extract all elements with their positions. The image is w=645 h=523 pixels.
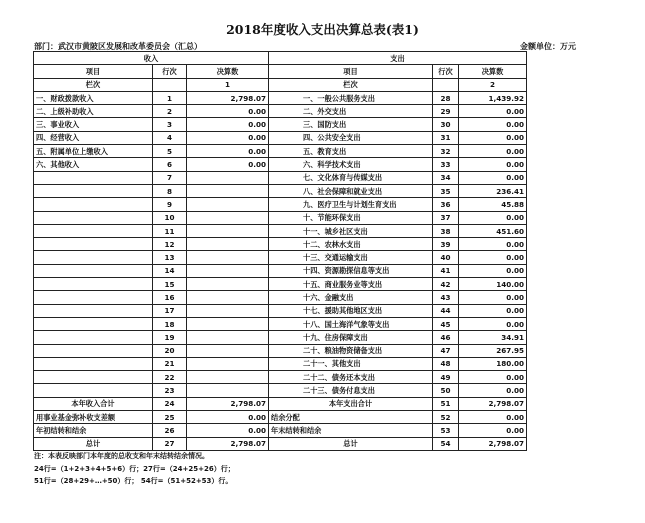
income-value-cell xyxy=(187,184,269,197)
income-total-value: 2,798.07 xyxy=(187,397,269,410)
expense-rowno-cell: 43 xyxy=(433,291,459,304)
income-item-header: 项目 xyxy=(34,65,153,78)
income-rowno-cell: 3 xyxy=(153,118,187,131)
expense-item-cell: 五、教育支出 xyxy=(269,145,433,158)
table-row xyxy=(34,224,527,237)
income-value-cell: 0.00 xyxy=(187,145,269,158)
table-row xyxy=(34,317,527,330)
expense-total-value: 2,798.07 xyxy=(459,397,527,410)
income-item-cell xyxy=(34,211,153,224)
income-rowno-cell: 6 xyxy=(153,158,187,171)
expense-item-cell: 二十二、债务还本支出 xyxy=(269,371,433,384)
row53-rowno: 53 xyxy=(433,424,459,437)
expense-rowno-cell: 42 xyxy=(433,278,459,291)
expense-rowno-cell: 49 xyxy=(433,371,459,384)
income-total-rowno: 24 xyxy=(153,397,187,410)
expense-rowno-cell: 47 xyxy=(433,344,459,357)
income-value-cell: 0.00 xyxy=(187,118,269,131)
carryover-row xyxy=(34,424,527,437)
expense-value-cell: 1,439.92 xyxy=(459,91,527,104)
income-rowno-cell: 2 xyxy=(153,105,187,118)
expense-value-cell: 0.00 xyxy=(459,317,527,330)
income-rowno-cell: 9 xyxy=(153,198,187,211)
income-item-cell xyxy=(34,371,153,384)
income-value-cell xyxy=(187,357,269,370)
table-row xyxy=(34,184,527,197)
expense-rowno-cell: 36 xyxy=(433,198,459,211)
expense-item-cell: 十九、住房保障支出 xyxy=(269,331,433,344)
expense-rowno-cell: 33 xyxy=(433,158,459,171)
income-item-cell xyxy=(34,304,153,317)
expense-value-cell: 0.00 xyxy=(459,291,527,304)
expense-rowno-cell: 45 xyxy=(433,317,459,330)
expense-item-cell: 一、一般公共服务支出 xyxy=(269,91,433,104)
income-item-cell: 三、事业收入 xyxy=(34,118,153,131)
expense-value-cell: 0.00 xyxy=(459,251,527,264)
expense-rowno-cell: 30 xyxy=(433,118,459,131)
income-rowno-cell: 14 xyxy=(153,264,187,277)
expense-rowno-cell: 50 xyxy=(433,384,459,397)
income-value-cell xyxy=(187,211,269,224)
expense-item-cell: 十、节能环保支出 xyxy=(269,211,433,224)
expense-rowno-cell: 31 xyxy=(433,131,459,144)
income-rowno-cell: 10 xyxy=(153,211,187,224)
income-item-cell xyxy=(34,317,153,330)
footnotes xyxy=(34,450,235,488)
income-rowno-cell: 11 xyxy=(153,224,187,237)
income-rowno-cell: 15 xyxy=(153,278,187,291)
income-value-cell: 0.00 xyxy=(187,158,269,171)
income-rowno-cell: 17 xyxy=(153,304,187,317)
income-item-cell xyxy=(34,357,153,370)
expense-rowno-cell: 44 xyxy=(433,304,459,317)
income-rowno-header: 行次 xyxy=(153,65,187,78)
income-rowno-cell: 18 xyxy=(153,317,187,330)
grand-total-expense-value: 2,798.07 xyxy=(459,437,527,450)
income-lanci-label: 栏次 xyxy=(34,78,153,91)
row25-value: 0.00 xyxy=(187,411,269,424)
income-item-cell xyxy=(34,238,153,251)
expense-value-cell: 0.00 xyxy=(459,171,527,184)
income-value-cell: 2,798.07 xyxy=(187,91,269,104)
income-value-cell xyxy=(187,304,269,317)
expense-rowno-cell: 28 xyxy=(433,91,459,104)
row52-rowno: 52 xyxy=(433,411,459,424)
expense-value-cell: 0.00 xyxy=(459,264,527,277)
expense-rowno-cell: 32 xyxy=(433,145,459,158)
income-rowno-cell: 16 xyxy=(153,291,187,304)
expense-item-cell: 十八、国土海洋气象等支出 xyxy=(269,317,433,330)
table-row xyxy=(34,344,527,357)
income-item-cell xyxy=(34,198,153,211)
expense-rowno-cell: 35 xyxy=(433,184,459,197)
income-rowno-cell: 7 xyxy=(153,171,187,184)
table-row xyxy=(34,131,527,144)
expense-rowno-cell: 34 xyxy=(433,171,459,184)
expense-value-cell: 0.00 xyxy=(459,131,527,144)
table-row xyxy=(34,118,527,131)
income-rowno-cell: 8 xyxy=(153,184,187,197)
row26-rowno: 26 xyxy=(153,424,187,437)
table-row xyxy=(34,357,527,370)
table-row xyxy=(34,145,527,158)
table-row xyxy=(34,171,527,184)
expense-item-cell: 八、社会保障和就业支出 xyxy=(269,184,433,197)
income-rowno-cell: 1 xyxy=(153,91,187,104)
expense-value-cell: 180.00 xyxy=(459,357,527,370)
income-lanci-blank xyxy=(153,78,187,91)
table-row xyxy=(34,251,527,264)
expense-value-cell: 236.41 xyxy=(459,184,527,197)
income-rowno-cell: 13 xyxy=(153,251,187,264)
income-value-cell xyxy=(187,264,269,277)
note-line: 注：本表反映部门本年度的总收支和年末结转结余情况。 xyxy=(34,452,209,460)
grand-total-label: 总计 xyxy=(34,437,153,450)
expense-col-number: 2 xyxy=(459,78,527,91)
row25-label: 用事业基金弥补收支差额 xyxy=(34,411,153,424)
note-line: 51行=（28+29+…+50）行； 54行=（51+52+53）行。 xyxy=(34,477,233,485)
table-row xyxy=(34,291,527,304)
expense-rowno-cell: 46 xyxy=(433,331,459,344)
expense-value-cell: 0.00 xyxy=(459,304,527,317)
section-header-row xyxy=(34,52,527,65)
row26-label: 年初结转和结余 xyxy=(34,424,153,437)
expense-value-cell: 0.00 xyxy=(459,105,527,118)
fund-balance-row xyxy=(34,411,527,424)
table-row xyxy=(34,331,527,344)
table-row xyxy=(34,105,527,118)
expense-item-cell: 十七、援助其他地区支出 xyxy=(269,304,433,317)
expense-item-cell: 四、公共安全支出 xyxy=(269,131,433,144)
income-value-cell xyxy=(187,371,269,384)
income-item-cell xyxy=(34,184,153,197)
expense-lanci-label: 栏次 xyxy=(269,78,433,91)
table-row xyxy=(34,264,527,277)
income-value-cell xyxy=(187,344,269,357)
expense-value-cell: 0.00 xyxy=(459,158,527,171)
income-rowno-cell: 23 xyxy=(153,384,187,397)
income-item-cell: 六、其他收入 xyxy=(34,158,153,171)
note-line: 24行=（1+2+3+4+5+6）行；27行=（24+25+26）行； xyxy=(34,464,235,473)
income-value-cell xyxy=(187,171,269,184)
table-row xyxy=(34,211,527,224)
expense-item-cell: 二十一、其他支出 xyxy=(269,357,433,370)
expense-item-cell: 七、文化体育与传媒支出 xyxy=(269,171,433,184)
income-rowno-cell: 5 xyxy=(153,145,187,158)
expense-item-cell: 十四、资源勘探信息等支出 xyxy=(269,264,433,277)
expense-total-rowno: 51 xyxy=(433,397,459,410)
table-row xyxy=(34,371,527,384)
expense-value-cell: 0.00 xyxy=(459,238,527,251)
income-value-cell: 0.00 xyxy=(187,131,269,144)
table-row xyxy=(34,238,527,251)
expense-rowno-cell: 38 xyxy=(433,224,459,237)
report-title: 2018年度收入支出决算总表(表1) xyxy=(226,22,419,37)
table-row xyxy=(34,198,527,211)
income-value-cell xyxy=(187,291,269,304)
expense-value-cell: 0.00 xyxy=(459,145,527,158)
income-rowno-cell: 22 xyxy=(153,371,187,384)
expense-item-cell: 二十、粮油物资储备支出 xyxy=(269,344,433,357)
expense-rowno-cell: 41 xyxy=(433,264,459,277)
income-col-number: 1 xyxy=(187,78,269,91)
income-item-cell xyxy=(34,171,153,184)
row26-value: 0.00 xyxy=(187,424,269,437)
income-item-cell xyxy=(34,331,153,344)
row25-rowno: 25 xyxy=(153,411,187,424)
expense-item-cell: 二十三、债务付息支出 xyxy=(269,384,433,397)
expense-section-header: 支出 xyxy=(269,52,527,65)
income-rowno-cell: 20 xyxy=(153,344,187,357)
department-label: 部门：武汉市黄陂区发展和改革委员会（汇总） xyxy=(34,41,202,51)
income-rowno-cell: 4 xyxy=(153,131,187,144)
income-item-cell: 一、财政拨款收入 xyxy=(34,91,153,104)
row53-label: 年末结转和结余 xyxy=(269,424,433,437)
income-item-cell xyxy=(34,384,153,397)
income-value-cell xyxy=(187,238,269,251)
income-value-cell: 0.00 xyxy=(187,105,269,118)
expense-rowno-cell: 48 xyxy=(433,357,459,370)
total-row xyxy=(34,397,527,410)
expense-item-cell: 三、国防支出 xyxy=(269,118,433,131)
income-section-header: 收入 xyxy=(34,52,269,65)
expense-value-cell: 0.00 xyxy=(459,118,527,131)
expense-item-cell: 六、科学技术支出 xyxy=(269,158,433,171)
income-item-cell xyxy=(34,291,153,304)
income-item-cell xyxy=(34,278,153,291)
grand-total-expense-rowno: 54 xyxy=(433,437,459,450)
income-item-cell: 二、上级补助收入 xyxy=(34,105,153,118)
income-item-cell xyxy=(34,344,153,357)
expense-value-cell: 140.00 xyxy=(459,278,527,291)
income-rowno-cell: 21 xyxy=(153,357,187,370)
income-item-cell xyxy=(34,264,153,277)
expense-item-cell: 十六、金融支出 xyxy=(269,291,433,304)
income-total-label: 本年收入合计 xyxy=(34,397,153,410)
expense-item-header: 项目 xyxy=(269,65,433,78)
budget-table xyxy=(33,51,527,451)
table-row xyxy=(34,384,527,397)
table-row xyxy=(34,278,527,291)
column-number-row xyxy=(34,78,527,91)
expense-rowno-cell: 29 xyxy=(433,105,459,118)
expense-item-cell: 二、外交支出 xyxy=(269,105,433,118)
expense-item-cell: 九、医疗卫生与计划生育支出 xyxy=(269,198,433,211)
expense-value-cell: 45.88 xyxy=(459,198,527,211)
income-rowno-cell: 19 xyxy=(153,331,187,344)
row53-value: 0.00 xyxy=(459,424,527,437)
income-value-cell xyxy=(187,331,269,344)
row52-value: 0.00 xyxy=(459,411,527,424)
income-value-cell xyxy=(187,317,269,330)
column-header-row xyxy=(34,65,527,78)
income-amount-header: 决算数 xyxy=(187,65,269,78)
expense-rowno-cell: 40 xyxy=(433,251,459,264)
grand-total-rowno: 27 xyxy=(153,437,187,450)
income-value-cell xyxy=(187,278,269,291)
expense-value-cell: 34.91 xyxy=(459,331,527,344)
income-value-cell xyxy=(187,198,269,211)
expense-value-cell: 0.00 xyxy=(459,371,527,384)
grand-total-expense-label: 总计 xyxy=(269,437,433,450)
grand-total-row xyxy=(34,437,527,450)
income-item-cell: 五、附属单位上缴收入 xyxy=(34,145,153,158)
grand-total-value: 2,798.07 xyxy=(187,437,269,450)
income-item-cell xyxy=(34,224,153,237)
income-value-cell xyxy=(187,251,269,264)
expense-rowno-cell: 37 xyxy=(433,211,459,224)
expense-value-cell: 0.00 xyxy=(459,211,527,224)
income-value-cell xyxy=(187,224,269,237)
expense-value-cell: 0.00 xyxy=(459,384,527,397)
expense-item-cell: 十一、城乡社区支出 xyxy=(269,224,433,237)
unit-label: 金额单位：万元 xyxy=(520,41,576,51)
row52-label: 结余分配 xyxy=(269,411,433,424)
income-value-cell xyxy=(187,384,269,397)
table-row xyxy=(34,91,527,104)
table-row xyxy=(34,304,527,317)
expense-item-cell: 十五、商业服务业等支出 xyxy=(269,278,433,291)
expense-rowno-header: 行次 xyxy=(433,65,459,78)
expense-lanci-blank xyxy=(433,78,459,91)
expense-total-label: 本年支出合计 xyxy=(269,397,433,410)
income-item-cell xyxy=(34,251,153,264)
expense-value-cell: 451.60 xyxy=(459,224,527,237)
income-rowno-cell: 12 xyxy=(153,238,187,251)
income-item-cell: 四、经营收入 xyxy=(34,131,153,144)
expense-rowno-cell: 39 xyxy=(433,238,459,251)
expense-item-cell: 十二、农林水支出 xyxy=(269,238,433,251)
expense-item-cell: 十三、交通运输支出 xyxy=(269,251,433,264)
expense-value-cell: 267.95 xyxy=(459,344,527,357)
table-row xyxy=(34,158,527,171)
expense-amount-header: 决算数 xyxy=(459,65,527,78)
